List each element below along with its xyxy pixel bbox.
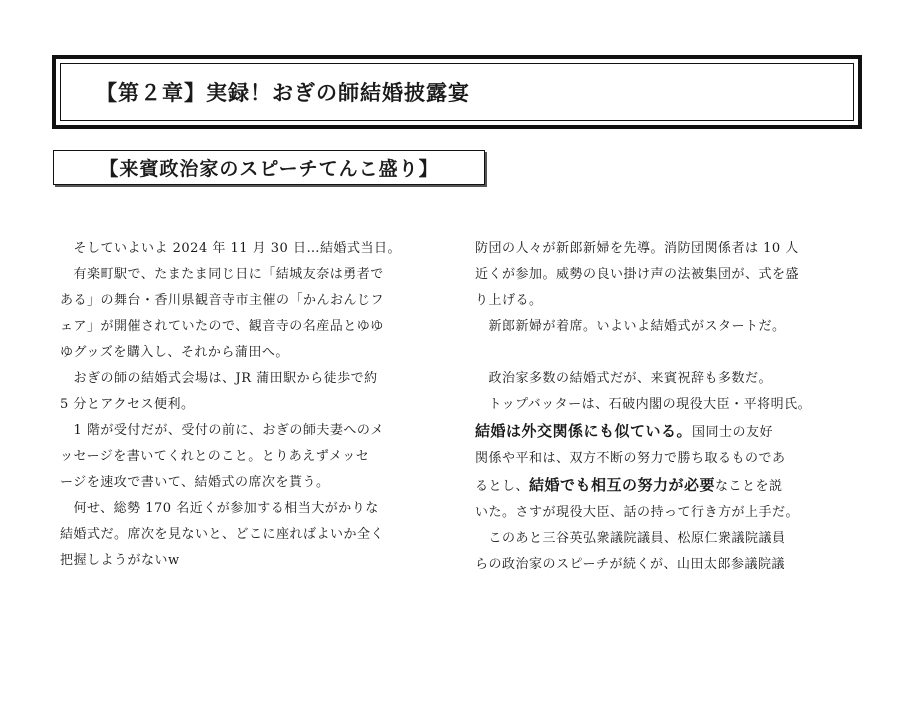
chapter-title: 【第２章】実録！おぎの師結婚披露宴 xyxy=(96,81,470,105)
body-line: 近くが参加。威勢の良い掛け声の法被集団が、式を盛 xyxy=(475,267,800,282)
body-text: なことを説 xyxy=(715,479,783,494)
body-line: ェア」が開催されていたので、観音寺の名産品とゆゆ xyxy=(60,319,384,334)
section-heading-box xyxy=(53,150,485,185)
paragraph-gap xyxy=(475,340,867,366)
body-line: 防団の人々が新郎新婦を先導。消防団関係者は 10 人 xyxy=(475,241,799,256)
body-line xyxy=(475,418,867,446)
body-text: るとし、 xyxy=(475,479,530,494)
body-line: そしていよいよ 2024 年 11 月 30 日…結婚式当日。 xyxy=(60,241,401,256)
body-line: おぎの師の結婚式会場は、JR 蒲田駅から徒歩で約 xyxy=(60,371,378,386)
body-line: 結婚式だ。席次を見ないと、どこに座ればよいか全く xyxy=(60,527,385,542)
body-line: らの政治家のスピーチが続くが、山田太郎参議院議 xyxy=(475,557,785,572)
body-line: 何せ、総勢 170 名近くが参加する相当大がかりな xyxy=(60,501,379,516)
body-line: いた。さすが現役大臣、話の持って行き方が上手だ。 xyxy=(475,505,800,520)
body-line: 有楽町駅で、たまたま同じ日に「結城友奈は勇者で xyxy=(60,267,384,282)
emphasis-text: 結婚でも相互の努力が必要 xyxy=(529,476,716,494)
body-line: 5 分とアクセス便利。 xyxy=(60,397,195,412)
body-line: ある」の舞台・香川県観音寺市主催の「かんおんじフ xyxy=(60,293,385,308)
emphasis-text: 結婚は外交関係にも似ている。 xyxy=(475,422,693,440)
body-line: ージを速攻で書いて、結婚式の席次を貰う。 xyxy=(60,475,330,490)
body-line: 新郎新婦が着席。いよいよ結婚式がスタートだ。 xyxy=(475,319,786,334)
body-line: 1 階が受付だが、受付の前に、おぎの師夫妻へのメ xyxy=(60,423,384,438)
left-text-column xyxy=(60,236,452,574)
section-title: 【来賓政治家のスピーチてんこ盛り】 xyxy=(99,158,439,180)
body-line: 把握しようがないw xyxy=(60,553,180,568)
right-text-column xyxy=(475,236,867,578)
body-line: り上げる。 xyxy=(475,293,543,308)
body-line: このあと三谷英弘衆議院議員、松原仁衆議院議員 xyxy=(475,531,786,546)
chapter-heading-box xyxy=(52,55,862,129)
body-line xyxy=(475,472,867,500)
body-line: 政治家多数の結婚式だが、来賓祝辞も多数だ。 xyxy=(475,371,773,386)
body-line: ゆグッズを購入し、それから蒲田へ。 xyxy=(60,345,289,360)
body-line: 関係や平和は、双方不断の努力で勝ち取るものであ xyxy=(475,451,786,466)
body-line: トップバッターは、石破内閣の現役大臣・平将明氏。 xyxy=(475,397,812,412)
body-line: ッセージを書いてくれとのこと。とりあえずメッセ xyxy=(60,449,370,464)
body-text: 国同士の友好 xyxy=(692,425,774,440)
